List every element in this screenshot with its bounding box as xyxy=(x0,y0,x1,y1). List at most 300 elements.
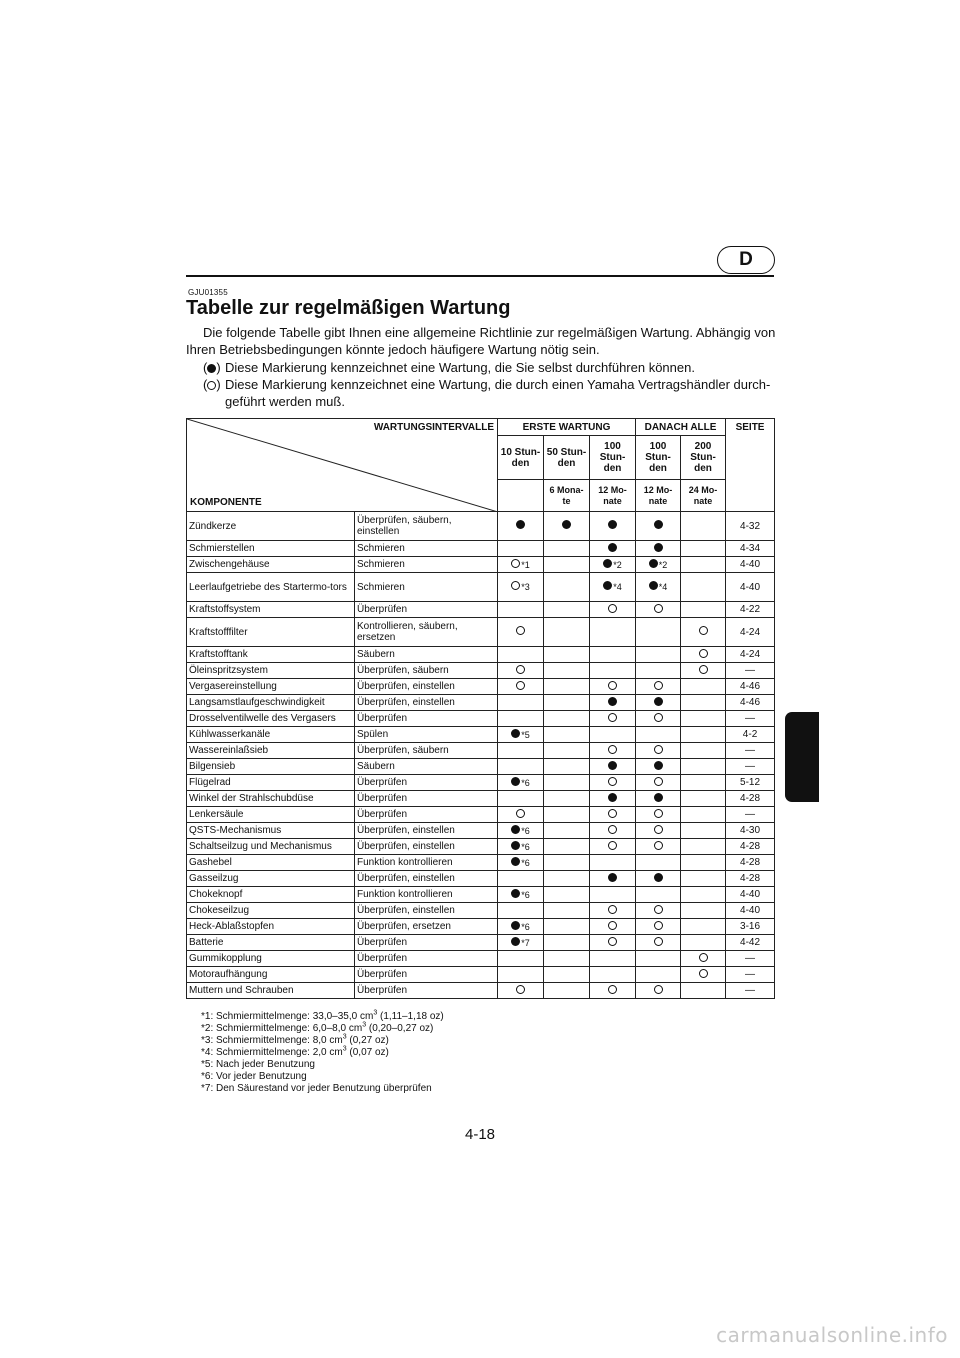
action-cell: Überprüfen, einstellen xyxy=(355,679,498,695)
footnote-text: *4: Schmiermittelmenge: 2,0 cm xyxy=(201,1047,343,1058)
footnote xyxy=(201,1059,444,1071)
page-ref-cell: 4-42 xyxy=(726,935,775,951)
action-cell: Überprüfen xyxy=(355,951,498,967)
component-cell: Öleinspritzsystem xyxy=(187,663,355,679)
interval-cell xyxy=(681,647,726,663)
open-circle-icon xyxy=(511,559,520,568)
interval-cell xyxy=(544,807,590,823)
table-row xyxy=(187,663,775,679)
open-circle-icon xyxy=(654,825,663,834)
interval-cell xyxy=(498,541,544,557)
interval-cell xyxy=(681,871,726,887)
interval-cell xyxy=(544,919,590,935)
legend-text: Diese Markierung kennzeichnet eine Wartung, die Sie selbst durchführen können. xyxy=(225,360,695,375)
interval-cell xyxy=(544,983,590,999)
filled-circle-icon xyxy=(608,793,617,802)
table-row xyxy=(187,573,775,602)
interval-cell xyxy=(636,839,681,855)
footnote-ref: *2 xyxy=(658,559,668,570)
intro-text: Die folgende Tabelle gibt Ihnen eine allgemeine Richtlinie zur regelmäßigen Wartung. Abhängig von Ihren Betriebsbedingungen könnte jedoch häufigere Wartung nötig sein. xyxy=(186,325,776,357)
action-cell: Überprüfen, einstellen xyxy=(355,823,498,839)
open-circle-icon xyxy=(654,841,663,850)
action-cell: Überprüfen xyxy=(355,711,498,727)
table-row xyxy=(187,775,775,791)
interval-cell xyxy=(498,512,544,541)
open-circle-icon xyxy=(608,825,617,834)
interval-cell xyxy=(636,679,681,695)
footnote-sup: 3 xyxy=(373,1009,378,1017)
filled-circle-icon xyxy=(603,559,612,568)
section-code: GJU01355 xyxy=(188,288,228,297)
interval-cell xyxy=(636,759,681,775)
component-cell: Chokeknopf xyxy=(187,887,355,903)
interval-cell xyxy=(681,727,726,743)
footnote-text: *1: Schmiermittelmenge: 33,0–35,0 cm xyxy=(201,1011,374,1022)
footnote-ref: *6 xyxy=(521,841,530,852)
interval-cell xyxy=(544,647,590,663)
filled-circle-icon xyxy=(649,581,658,590)
interval-cell xyxy=(498,647,544,663)
footnote-ref: *4 xyxy=(613,582,622,592)
table-row xyxy=(187,711,775,727)
interval-cell xyxy=(498,695,544,711)
open-circle-icon xyxy=(516,985,525,994)
filled-circle-icon xyxy=(511,729,520,738)
page-ref-cell: 4-40 xyxy=(726,557,775,573)
interval-cell xyxy=(681,887,726,903)
interval-cell xyxy=(544,695,590,711)
interval-cell xyxy=(544,711,590,727)
interval-cell xyxy=(544,663,590,679)
footnote xyxy=(201,1083,444,1095)
interval-cell xyxy=(544,541,590,557)
open-circle-icon xyxy=(654,745,663,754)
interval-cell xyxy=(636,871,681,887)
action-cell: Überprüfen, säubern, einstellen xyxy=(355,512,498,541)
open-circle-icon xyxy=(608,777,617,786)
hours-heading: 100 Stun- den xyxy=(636,436,681,480)
component-cell: Kraftstofffilter xyxy=(187,618,355,647)
hours-heading: 200 Stun- den xyxy=(681,436,726,480)
action-cell: Schmieren xyxy=(355,557,498,573)
component-cell: Leerlaufgetriebe des Startermo-tors xyxy=(187,573,355,602)
interval-cell xyxy=(636,983,681,999)
interval-cell xyxy=(636,512,681,541)
page-heading: SEITE xyxy=(726,419,775,512)
open-circle-icon xyxy=(608,841,617,850)
footnote-ref: *5 xyxy=(521,729,530,740)
interval-cell xyxy=(681,919,726,935)
footnote-ref: *1 xyxy=(521,559,530,570)
table-row xyxy=(187,951,775,967)
interval-cell xyxy=(544,951,590,967)
interval-cell xyxy=(544,743,590,759)
action-cell: Spülen xyxy=(355,727,498,743)
interval-cell xyxy=(498,775,544,791)
interval-cell xyxy=(636,743,681,759)
table-row xyxy=(187,618,775,647)
table-row xyxy=(187,743,775,759)
component-cell: Chokeseilzug xyxy=(187,903,355,919)
interval-cell xyxy=(498,983,544,999)
interval-heading: WARTUNGSINTERVALLE xyxy=(373,422,494,433)
footnote xyxy=(201,1071,444,1083)
interval-cell xyxy=(681,602,726,618)
table-row xyxy=(187,887,775,903)
component-cell: Motoraufhängung xyxy=(187,967,355,983)
footnote-text: *3: Schmiermittelmenge: 8,0 cm xyxy=(201,1035,343,1046)
page-ref-cell: 5-12 xyxy=(726,775,775,791)
interval-cell xyxy=(590,871,636,887)
footnote xyxy=(201,1035,444,1047)
footnote-sup: 3 xyxy=(362,1021,367,1029)
interval-cell xyxy=(681,967,726,983)
footnote xyxy=(201,1047,444,1059)
page-ref-cell: 4-2 xyxy=(726,727,775,743)
component-cell: Kühlwasserkanäle xyxy=(187,727,355,743)
action-cell: Überprüfen, einstellen xyxy=(355,871,498,887)
interval-cell xyxy=(498,759,544,775)
table-row xyxy=(187,602,775,618)
interval-cell xyxy=(498,807,544,823)
table-row xyxy=(187,823,775,839)
open-circle-icon xyxy=(608,905,617,914)
component-cell: Muttern und Schrauben xyxy=(187,983,355,999)
footnote-ref: *6 xyxy=(521,825,530,836)
open-circle-icon xyxy=(654,777,663,786)
filled-circle-icon xyxy=(608,873,617,882)
open-circle-icon xyxy=(654,921,663,930)
open-circle-icon xyxy=(699,649,708,658)
open-circle-icon xyxy=(608,937,617,946)
interval-cell xyxy=(681,573,726,602)
interval-cell xyxy=(681,618,726,647)
action-cell: Überprüfen, einstellen xyxy=(355,695,498,711)
interval-cell xyxy=(636,602,681,618)
open-circle-icon xyxy=(608,809,617,818)
interval-cell xyxy=(590,557,636,573)
page-ref-cell: 4-28 xyxy=(726,871,775,887)
component-cell: Gasseilzug xyxy=(187,871,355,887)
page-ref-cell: — xyxy=(726,983,775,999)
interval-cell xyxy=(681,743,726,759)
interval-cell xyxy=(636,919,681,935)
footnote xyxy=(201,1023,444,1035)
action-cell: Überprüfen xyxy=(355,791,498,807)
interval-cell xyxy=(590,983,636,999)
open-circle-icon xyxy=(608,921,617,930)
component-cell: Zündkerze xyxy=(187,512,355,541)
page-ref-cell: — xyxy=(726,759,775,775)
interval-cell xyxy=(498,887,544,903)
interval-cell xyxy=(681,823,726,839)
interval-cell xyxy=(636,823,681,839)
interval-cell xyxy=(636,695,681,711)
footnote-ref: *6 xyxy=(521,889,530,900)
table-row xyxy=(187,935,775,951)
action-cell: Schmieren xyxy=(355,573,498,602)
interval-cell xyxy=(590,791,636,807)
table-row xyxy=(187,695,775,711)
filled-circle-icon xyxy=(511,921,520,930)
table-row xyxy=(187,807,775,823)
interval-cell xyxy=(498,903,544,919)
table-row xyxy=(187,871,775,887)
interval-cell xyxy=(681,759,726,775)
open-circle-icon xyxy=(654,681,663,690)
interval-cell xyxy=(681,679,726,695)
component-cell: Flügelrad xyxy=(187,775,355,791)
interval-cell xyxy=(544,871,590,887)
interval-cell xyxy=(681,663,726,679)
open-circle-icon xyxy=(608,604,617,613)
interval-cell xyxy=(498,919,544,935)
header-diagonal-cell xyxy=(187,419,498,512)
filled-circle-icon xyxy=(654,543,663,552)
interval-cell xyxy=(636,951,681,967)
table-row xyxy=(187,512,775,541)
legend-mark: ( ) xyxy=(203,360,221,375)
interval-cell xyxy=(498,967,544,983)
interval-cell xyxy=(544,727,590,743)
interval-cell xyxy=(498,573,544,602)
component-cell: Langsamstlaufgeschwindigkeit xyxy=(187,695,355,711)
action-cell: Überprüfen xyxy=(355,935,498,951)
action-cell: Funktion kontrollieren xyxy=(355,887,498,903)
interval-cell xyxy=(590,823,636,839)
page-number: 4-18 xyxy=(464,1126,496,1143)
table-row xyxy=(187,967,775,983)
open-circle-icon xyxy=(207,381,216,390)
page-ref-cell: — xyxy=(726,951,775,967)
interval-cell xyxy=(681,695,726,711)
interval-cell xyxy=(544,791,590,807)
filled-circle-icon xyxy=(654,761,663,770)
action-cell: Überprüfen, einstellen xyxy=(355,839,498,855)
interval-cell xyxy=(590,711,636,727)
interval-cell xyxy=(681,839,726,855)
open-circle-icon xyxy=(654,985,663,994)
interval-cell xyxy=(498,727,544,743)
page-title: Tabelle zur regelmäßigen Wartung xyxy=(186,297,511,319)
component-cell: Kraftstoffsystem xyxy=(187,602,355,618)
open-circle-icon xyxy=(654,905,663,914)
interval-cell xyxy=(590,647,636,663)
page-ref-cell: — xyxy=(726,663,775,679)
filled-circle-icon xyxy=(654,697,663,706)
footnote-text: *5: Nach jeder Benutzung xyxy=(201,1059,315,1070)
hours-heading: 100 Stun- den xyxy=(590,436,636,480)
interval-cell xyxy=(636,647,681,663)
table-row xyxy=(187,679,775,695)
table-row xyxy=(187,759,775,775)
component-cell: Schaltseilzug und Mechanismus xyxy=(187,839,355,855)
hours-heading: 10 Stun- den xyxy=(498,436,544,480)
interval-cell xyxy=(681,775,726,791)
language-badge: D xyxy=(717,246,775,274)
interval-cell xyxy=(681,807,726,823)
legend-self-service xyxy=(203,359,773,376)
interval-cell xyxy=(636,855,681,871)
interval-cell xyxy=(498,618,544,647)
open-circle-icon xyxy=(654,937,663,946)
footnote-text: *2: Schmiermittelmenge: 6,0–8,0 cm xyxy=(201,1023,363,1034)
filled-circle-icon xyxy=(516,520,525,529)
interval-cell xyxy=(544,618,590,647)
interval-cell xyxy=(681,903,726,919)
months-heading: 12 Mo- nate xyxy=(636,480,681,512)
open-circle-icon xyxy=(654,809,663,818)
filled-circle-icon xyxy=(511,889,520,898)
action-cell: Funktion kontrollieren xyxy=(355,855,498,871)
page-ref-cell: 4-28 xyxy=(726,855,775,871)
interval-cell xyxy=(636,711,681,727)
open-circle-icon xyxy=(516,809,525,818)
interval-cell xyxy=(636,775,681,791)
action-cell: Überprüfen xyxy=(355,983,498,999)
table-row xyxy=(187,855,775,871)
component-cell: Vergasereinstellung xyxy=(187,679,355,695)
open-circle-icon xyxy=(516,665,525,674)
page-ref-cell: 4-28 xyxy=(726,839,775,855)
interval-cell xyxy=(544,855,590,871)
table-row xyxy=(187,919,775,935)
component-cell: Gummikopplung xyxy=(187,951,355,967)
footnote-sup: 3 xyxy=(342,1033,347,1041)
filled-circle-icon xyxy=(608,543,617,552)
table-row xyxy=(187,983,775,999)
page-ref-cell: 4-40 xyxy=(726,903,775,919)
filled-circle-icon xyxy=(207,364,216,373)
filled-circle-icon xyxy=(562,520,571,529)
footnote xyxy=(201,1011,444,1023)
interval-cell xyxy=(498,871,544,887)
filled-circle-icon xyxy=(608,761,617,770)
open-circle-icon xyxy=(608,745,617,754)
action-cell: Säubern xyxy=(355,647,498,663)
maintenance-table xyxy=(186,418,775,999)
legend-text: Diese Markierung kennzeichnet eine Wartung, die durch einen Yamaha Vertragshändler durch-geführt werden muß. xyxy=(225,377,771,409)
interval-cell xyxy=(681,983,726,999)
action-cell: Säubern xyxy=(355,759,498,775)
footnote-text: *7: Den Säurestand vor jeder Benutzung überprüfen xyxy=(201,1083,432,1094)
interval-cell xyxy=(636,807,681,823)
open-circle-icon xyxy=(654,604,663,613)
interval-cell xyxy=(590,775,636,791)
interval-cell xyxy=(590,919,636,935)
table-row xyxy=(187,541,775,557)
component-heading: KOMPONENTE xyxy=(190,497,262,508)
open-circle-icon xyxy=(699,953,708,962)
interval-cell xyxy=(590,743,636,759)
interval-cell xyxy=(590,618,636,647)
filled-circle-icon xyxy=(608,697,617,706)
page-ref-cell: 4-24 xyxy=(726,618,775,647)
interval-cell xyxy=(498,663,544,679)
page-ref-cell: 4-40 xyxy=(726,573,775,602)
legend-mark: ( ) xyxy=(203,377,221,392)
action-cell: Überprüfen xyxy=(355,775,498,791)
footnote-ref: *2 xyxy=(613,559,622,570)
interval-cell xyxy=(590,967,636,983)
interval-cell xyxy=(636,557,681,573)
after-service-heading: DANACH ALLE xyxy=(636,419,726,436)
months-heading: 6 Mona- te xyxy=(544,480,590,512)
open-circle-icon xyxy=(608,985,617,994)
action-cell: Kontrollieren, säubern, ersetzen xyxy=(355,618,498,647)
table-row xyxy=(187,647,775,663)
filled-circle-icon xyxy=(511,841,520,850)
page-ref-cell: — xyxy=(726,967,775,983)
page-ref-cell: 4-34 xyxy=(726,541,775,557)
footnote-ref: *3 xyxy=(521,582,530,592)
action-cell: Überprüfen, ersetzen xyxy=(355,919,498,935)
footnote-text: (0,27 oz) xyxy=(346,1035,389,1046)
open-circle-icon xyxy=(654,713,663,722)
interval-cell xyxy=(544,679,590,695)
interval-cell xyxy=(681,935,726,951)
footnote-sup: 3 xyxy=(342,1045,347,1053)
interval-cell xyxy=(498,711,544,727)
interval-cell xyxy=(636,887,681,903)
action-cell: Überprüfen, säubern xyxy=(355,743,498,759)
filled-circle-icon xyxy=(654,873,663,882)
interval-cell xyxy=(636,541,681,557)
page-ref-cell: 4-30 xyxy=(726,823,775,839)
interval-cell xyxy=(681,557,726,573)
interval-cell xyxy=(681,512,726,541)
interval-cell xyxy=(636,663,681,679)
filled-circle-icon xyxy=(654,793,663,802)
component-cell: QSTS-Mechanismus xyxy=(187,823,355,839)
filled-circle-icon xyxy=(608,520,617,529)
action-cell: Überprüfen xyxy=(355,807,498,823)
interval-cell xyxy=(590,903,636,919)
months-heading: 24 Mo- nate xyxy=(681,480,726,512)
interval-cell xyxy=(498,557,544,573)
interval-cell xyxy=(590,951,636,967)
interval-cell xyxy=(590,602,636,618)
component-cell: Drosselventilwelle des Vergasers xyxy=(187,711,355,727)
action-cell: Überprüfen, einstellen xyxy=(355,903,498,919)
footnote-ref: *4 xyxy=(658,582,668,592)
interval-cell xyxy=(544,903,590,919)
interval-cell xyxy=(544,823,590,839)
interval-cell xyxy=(590,935,636,951)
page-ref-cell: 4-46 xyxy=(726,695,775,711)
filled-circle-icon xyxy=(654,520,663,529)
component-cell: Schmierstellen xyxy=(187,541,355,557)
footnote-text: *6: Vor jeder Benutzung xyxy=(201,1071,307,1082)
interval-cell xyxy=(544,512,590,541)
interval-cell xyxy=(590,727,636,743)
page-ref-cell: — xyxy=(726,807,775,823)
component-cell: Wassereinlaßsieb xyxy=(187,743,355,759)
filled-circle-icon xyxy=(511,937,520,946)
page-ref-cell: 4-24 xyxy=(726,647,775,663)
interval-cell xyxy=(544,557,590,573)
page-ref-cell: 4-28 xyxy=(726,791,775,807)
interval-cell xyxy=(590,839,636,855)
component-cell: Heck-Ablaßstopfen xyxy=(187,919,355,935)
months-heading: 12 Mo- nate xyxy=(590,480,636,512)
interval-cell xyxy=(498,839,544,855)
footnote-ref: *6 xyxy=(521,777,530,788)
months-heading xyxy=(498,480,544,512)
interval-cell xyxy=(544,775,590,791)
component-cell: Bilgensieb xyxy=(187,759,355,775)
interval-cell xyxy=(544,602,590,618)
